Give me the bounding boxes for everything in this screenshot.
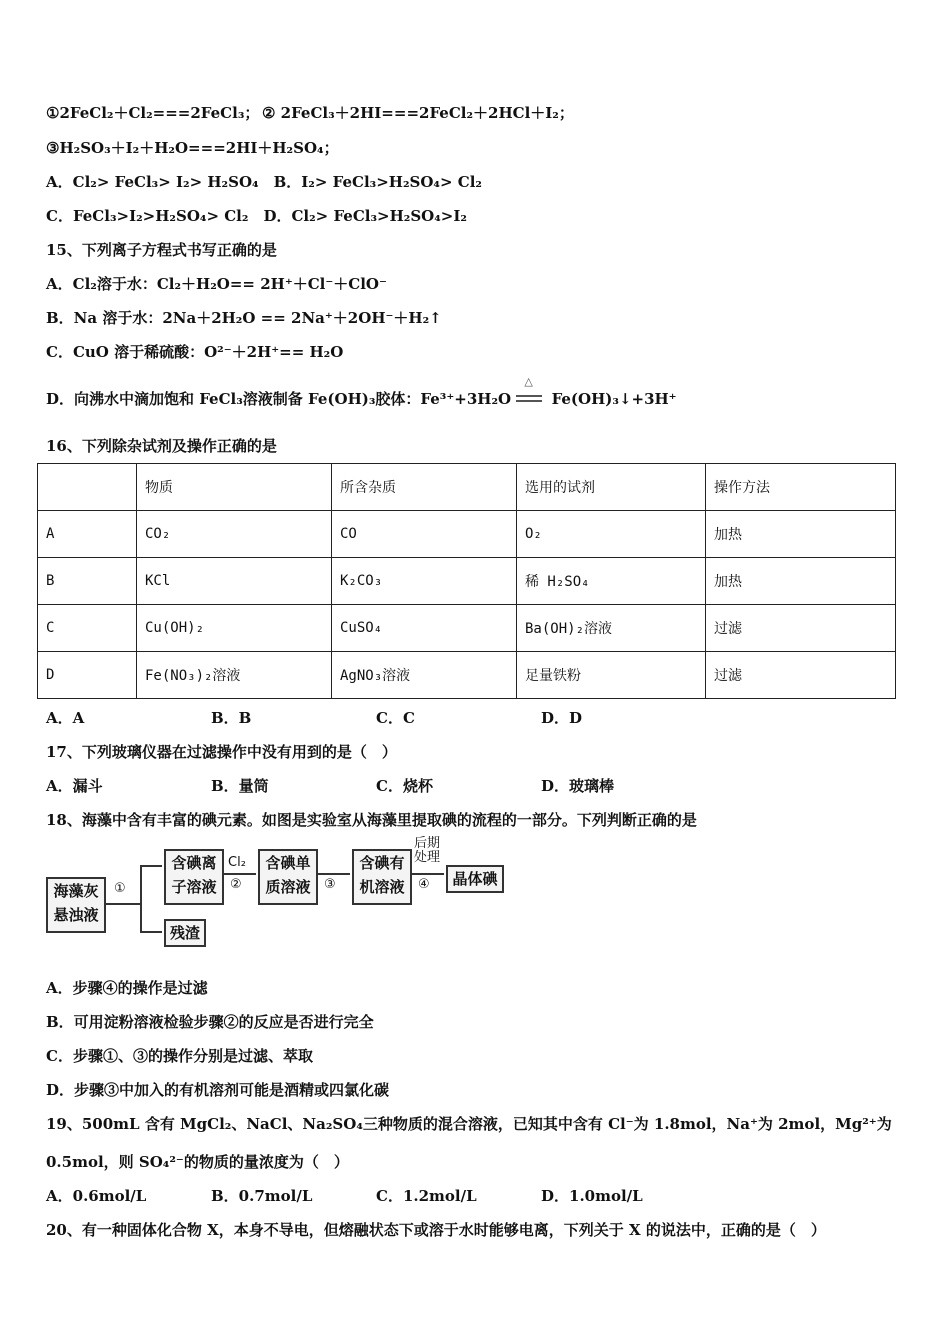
flow-box-organic: 含碘有 机溶液: [352, 849, 412, 905]
q14-eq1: ①2FeCl₂＋Cl₂===2FeCl₃；: [46, 104, 260, 122]
flow-step-3: ③: [324, 877, 336, 892]
table-cell: A: [38, 511, 137, 558]
impurity-table: [37, 463, 896, 699]
table-row: [38, 511, 896, 558]
table-cell: Ba(OH)₂溶液: [517, 605, 706, 652]
table-cell: 足量铁粉: [517, 652, 706, 699]
table-cell: C: [38, 605, 137, 652]
table-header: 物质: [137, 464, 332, 511]
table-cell: O₂: [517, 511, 706, 558]
table-header: [38, 464, 137, 511]
table-cell: D: [38, 652, 137, 699]
table-cell: CuSO₄: [332, 605, 517, 652]
q19-option-b: B．0.7mol/L: [211, 1187, 313, 1205]
q19-stem-line1: 19、500mL 含有 MgCl₂、NaCl、Na₂SO₄三种物质的混合溶液，已知其中含有 Cl⁻为 1.8mol，Na⁺为 2mol，Mg²⁺为: [46, 1115, 892, 1133]
q18-stem: 18、海藻中含有丰富的碘元素。如图是实验室从海藻里提取碘的流程的一部分。下列判断正确的是: [46, 811, 697, 829]
flow-arrow: [104, 903, 140, 905]
flow-arrow: [222, 873, 256, 875]
table-header-row: [38, 464, 896, 511]
flow-box-iodine: 含碘单 质溶液: [258, 849, 318, 905]
table-cell: K₂CO₃: [332, 558, 517, 605]
table-cell: 加热: [706, 558, 896, 605]
q17-option-d: D．玻璃棒: [541, 777, 615, 795]
q18-option-a: A．步骤④的操作是过滤: [46, 979, 208, 997]
flow-step-4: ④: [418, 877, 430, 892]
table-cell: CO₂: [137, 511, 332, 558]
table-cell: 加热: [706, 511, 896, 558]
flow-branch-line: [140, 865, 142, 933]
q15-stem: 15、下列离子方程式书写正确的是: [46, 241, 277, 259]
q16-option-d: D．D: [541, 709, 583, 727]
table-row: [38, 558, 896, 605]
q16-option-b: B．B: [211, 709, 252, 727]
q19-option-d: D．1.0mol/L: [541, 1187, 643, 1205]
flow-box-crystal-iodine: 晶体碘: [446, 865, 504, 893]
q19-stem-line2: 0.5mol，则 SO₄²⁻的物质的量浓度为（ ）: [46, 1153, 349, 1171]
table-header: 所含杂质: [332, 464, 517, 511]
q15-option-d: D．向沸水中滴加饱和 FeCl₃溶液制备 Fe(OH)₃胶体：Fe³⁺+3H₂O △ Fe(OH)₃↓+3H⁺: [46, 375, 677, 408]
q20-stem: 20、有一种固体化合物 X，本身不导电，但熔融状态下或溶于水时能够电离，下列关于 X 的说法中，正确的是（ ）: [46, 1221, 826, 1239]
table-cell: Fe(NO₃)₂溶液: [137, 652, 332, 699]
q18-option-b: B．可用淀粉溶液检验步骤②的反应是否进行完全: [46, 1013, 374, 1031]
q14-eq2: ② 2FeCl₃＋2HI===2FeCl₂＋2HCl＋I₂；: [262, 104, 574, 122]
table-cell: KCl: [137, 558, 332, 605]
q16-option-a: A．A: [46, 709, 85, 727]
flow-arrow: [140, 931, 162, 933]
q18-option-c: C．步骤①、③的操作分别是过滤、萃取: [46, 1047, 313, 1065]
flow-post-process: 后期 处理: [414, 836, 441, 865]
table-cell: 过滤: [706, 605, 896, 652]
table-cell: CO: [332, 511, 517, 558]
q17-option-a: A．漏斗: [46, 777, 103, 795]
q15-option-b: B．Na 溶于水：2Na＋2H₂O == 2Na⁺＋2OH⁻＋H₂↑: [46, 309, 442, 327]
flow-step-2: ②: [230, 877, 242, 892]
q18-option-d: D．步骤③中加入的有机溶剂可能是酒精或四氯化碳: [46, 1081, 390, 1099]
q17-stem: 17、下列玻璃仪器在过滤操作中没有用到的是（ ）: [46, 743, 397, 761]
table-header: 选用的试剂: [517, 464, 706, 511]
table-cell: 过滤: [706, 652, 896, 699]
q14-options-ab: A．Cl₂> FeCl₃> I₂> H₂SO₄ B．I₂> FeCl₃>H₂SO₄> Cl₂: [46, 173, 483, 191]
q19-option-c: C．1.2mol/L: [376, 1187, 477, 1205]
flow-start-box: 海藻灰 悬浊液: [46, 877, 106, 933]
q14-eq3: ③H₂SO₃＋I₂＋H₂O===2HI＋H₂SO₄；: [46, 139, 339, 157]
table-cell: 稀 H₂SO₄: [517, 558, 706, 605]
flow-box-residue: 残渣: [164, 919, 206, 947]
flow-arrow: [410, 873, 444, 875]
table-row: [38, 605, 896, 652]
table-cell: B: [38, 558, 137, 605]
table-header: 操作方法: [706, 464, 896, 511]
q16-option-c: C．C: [376, 709, 415, 727]
table-row: [38, 652, 896, 699]
flow-arrow: [140, 865, 162, 867]
flow-step-1: ①: [114, 881, 126, 896]
q19-option-a: A．0.6mol/L: [46, 1187, 147, 1205]
flow-arrow: [316, 873, 350, 875]
q17-option-b: B．量筒: [211, 777, 269, 795]
flow-box-iodide: 含碘离 子溶液: [164, 849, 224, 905]
heating-arrow: △: [516, 393, 546, 407]
table-cell: Cu(OH)₂: [137, 605, 332, 652]
flow-reagent-cl2: Cl₂: [228, 855, 246, 870]
q14-options-cd: C．FeCl₃>I₂>H₂SO₄> Cl₂ D．Cl₂> FeCl₃>H₂SO₄>I₂: [46, 207, 467, 225]
q15-option-a: A．Cl₂溶于水：Cl₂＋H₂O== 2H⁺＋Cl⁻＋ClO⁻: [46, 275, 387, 293]
table-cell: AgNO₃溶液: [332, 652, 517, 699]
q16-stem: 16、下列除杂试剂及操作正确的是: [46, 437, 277, 455]
q17-option-c: C．烧杯: [376, 777, 433, 795]
q15-option-c: C．CuO 溶于稀硫酸：O²⁻＋2H⁺== H₂O: [46, 343, 344, 361]
